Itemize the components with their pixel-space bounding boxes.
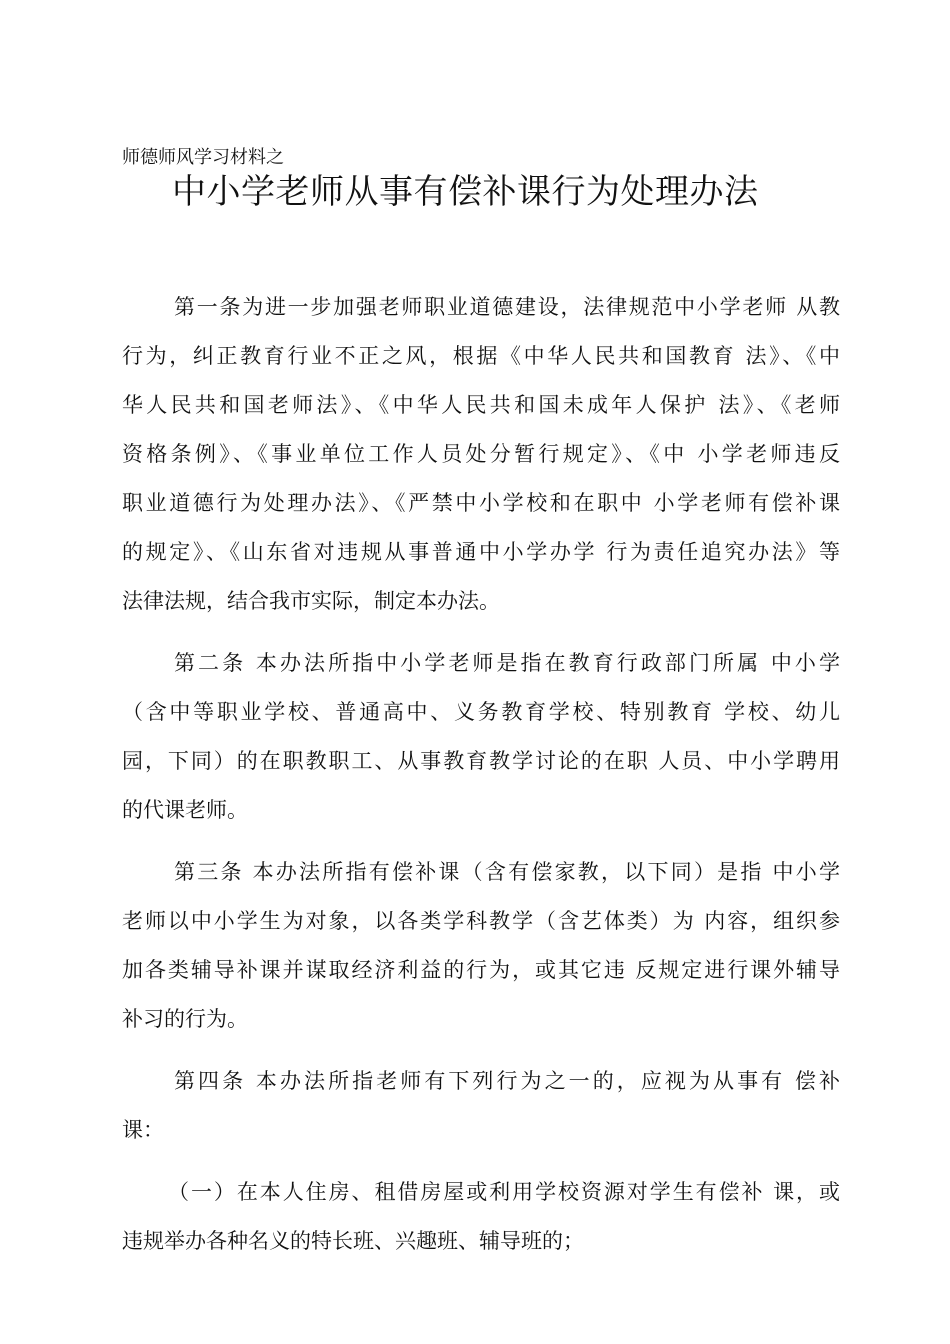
text-line: 违规举办各种名义的特长班、兴趣班、辅导班的； bbox=[122, 1229, 584, 1253]
clause-1 bbox=[122, 1168, 840, 1266]
text-line: 第三条 本办法所指有偿补课（含有偿家教，以下同）是指 中小学 bbox=[174, 860, 840, 884]
text-line: 补习的行为。 bbox=[122, 1007, 248, 1031]
article-1 bbox=[122, 283, 840, 626]
text-line: 第一条为进一步加强老师职业道德建设，法律规范中小学老师 从教 bbox=[174, 295, 840, 319]
text-line: 职业道德行为处理办法》、《严禁中小学校和在职中 小学老师有偿补课 bbox=[122, 491, 840, 515]
text-line: （含中等职业学校、普通高中、义务教育学校、特别教育 学校、幼儿 bbox=[122, 700, 840, 724]
text-line: 的代课老师。 bbox=[122, 798, 248, 822]
document-body bbox=[122, 283, 840, 1279]
article-3 bbox=[122, 848, 840, 1044]
article-4 bbox=[122, 1057, 840, 1155]
document-subtitle: 师德师风学习材料之 bbox=[122, 147, 284, 168]
text-line: 老师以中小学生为对象，以各类学科教学（含艺体类）为 内容，组织参 bbox=[122, 909, 840, 933]
text-line: 课： bbox=[122, 1118, 164, 1142]
document-title: 中小学老师从事有偿补课行为处理办法 bbox=[172, 172, 759, 212]
text-line: 园，下同）的在职教职工、从事教育教学讨论的在职 人员、中小学聘用 bbox=[122, 749, 840, 773]
text-line: 加各类辅导补课并谋取经济利益的行为，或其它违 反规定进行课外辅导 bbox=[122, 958, 840, 982]
text-line: （一）在本人住房、租借房屋或利用学校资源对学生有偿补 课，或 bbox=[168, 1180, 840, 1204]
text-line: 的规定》、《山东省对违规从事普通中小学办学 行为责任追究办法》等 bbox=[122, 540, 840, 564]
text-line: 行为，纠正教育行业不正之风，根据《中华人民共和国教育 法》、《中 bbox=[122, 344, 840, 368]
text-line: 第二条 本办法所指中小学老师是指在教育行政部门所属 中小学 bbox=[174, 651, 840, 675]
text-line: 资格条例》、《事业单位工作人员处分暂行规定》、《中 小学老师违反 bbox=[122, 442, 840, 466]
text-line: 第四条 本办法所指老师有下列行为之一的，应视为从事有 偿补 bbox=[174, 1069, 840, 1093]
text-line: 法律法规，结合我市实际，制定本办法。 bbox=[122, 589, 500, 613]
article-2 bbox=[122, 639, 840, 835]
text-line: 华人民共和国老师法》、《中华人民共和国未成年人保护 法》、《老师 bbox=[122, 393, 840, 417]
